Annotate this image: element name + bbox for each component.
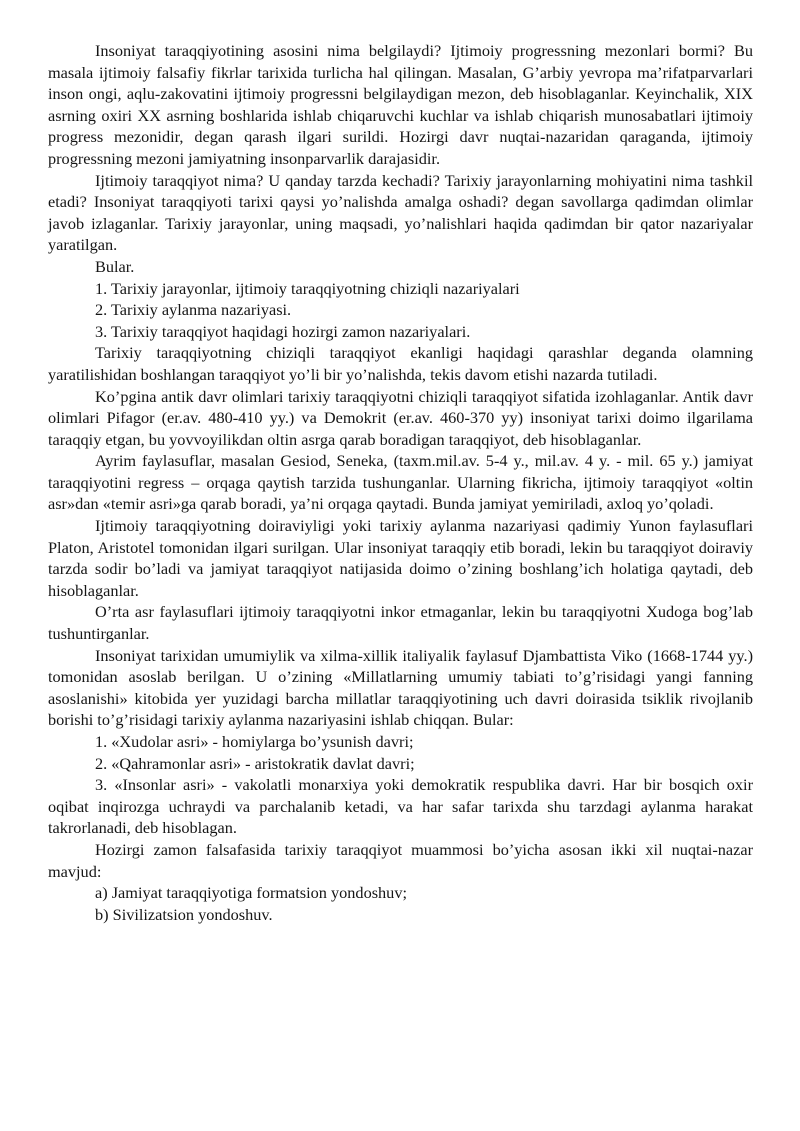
paragraph-modern-approaches: Hozirgi zamon falsafasida tarixiy taraqqiyot muammosi bo’yicha asosan ikki xil nuqtai-nazar mavjud: [48,839,753,881]
paragraph-vico: Insoniyat tarixidan umumiylik va xilma-xillik italiyalik faylasuf Djambattista Viko (1668-1744 yy.) tomonidan asoslab berilgan. U o’zining «Millatlarning umumiy tabiati to’g’risidagi yangi fanning asoslanishi» kitobida yer yuzidagi barcha millatlar taraqqiyotining uch davri doirasida tsiklik rivojlanib borishi to’g’risidagi tarixiy aylanma nazariyasini ishlab chiqqan. Bular: [48,645,753,730]
paragraph-progress-criteria: Insoniyat taraqqiyotining asosini nima belgilaydi? Ijtimoiy progressning mezonlari bormi? Bu masala ijtimoiy falsafiy fikrlar tarixida turlicha hal qilingan. Masalan, G’arbiy yevropa ma’rifatparvarlari inson ongi, aqlu-zakovatini ijtimoiy progressni belgilaydigan mezon, deb hisoblaganlar. Keyinchalik, XIX asrning oxiri XX asrning boshlarida ishlab chiqaruvchi kuchlar va ishlab chiqarish munosabatlari ijtimoiy progress mezonidir, degan qarash ilgari surildi. Hozirgi davr nuqtai-nazaridan qaraganda, ijtimoiy progressning mezoni jamiyatning insonparvarlik darajasidir. [48,41,753,168]
document-page [48,40,753,925]
list-item-cyclical-theory: 2. Tarixiy aylanma nazariyasi. [95,300,292,320]
paragraph-list-intro: Bular. [95,256,135,276]
list-item-modern-theories: 3. Tarixiy taraqqiyot haqidagi hozirgi zamon nazariyalari. [95,321,471,341]
list-item-linear-theories: 1. Tarixiy jarayonlar, ijtimoiy taraqqiyotning chiziqli nazariyalari [95,278,520,298]
list-item-civilizational-approach: b) Sivilizatsion yondoshuv. [95,904,273,924]
paragraph-antique-scholars: Ko’pgina antik davr olimlari tarixiy taraqqiyotni chiziqli taraqqiyot sifatida izohlaganlar. Antik davr olimlari Pifagor (er.av. 480-410 yy.) va Demokrit (er.av. 460-370 yy) insoniyat tarixi doimo ilgarilama taraqqiy etgan, bu yovvoyilikdan oltin asrga qarab boradigan taraqqiyot, deb hisoblaganlar. [48,386,753,449]
paragraph-medieval-philosophers: O’rta asr faylasuflari ijtimoiy taraqqiyotni inkor etmaganlar, lekin bu taraqqiyotni Xudoga bog’lab tushuntirganlar. [48,602,753,644]
list-item-formational-approach: a) Jamiyat taraqqiyotiga formatsion yondoshuv; [95,883,407,903]
paragraph-linear-development: Tarixiy taraqqiyotning chiziqli taraqqiyot ekanligi haqidagi qarashlar deganda olamning yaratilishidan boshlangan taraqqiyot yo’li bir yo’nalishda, tekis davom etishi nazarda tutiladi. [48,343,753,384]
paragraph-regress: Ayrim faylasuflar, masalan Gesiod, Seneka, (taxm.mil.av. 5-4 y., mil.av. 4 y. - mil. 65 y.) jamiyat taraqqiyotini regress – orqaga qaytish tarzida tushunganlar. Ularning fikricha, ijtimoiy taraqqiyot «oltin asr»dan «temir asri»ga qarab boradi, ya’ni orqaga qaytadi. Bunda jamiyat yemiriladi, axloq yo’qoladi. [48,451,753,514]
list-item-age-of-heroes: 2. «Qahramonlar asri» - aristokratik davlat davri; [95,753,415,773]
list-item-age-of-men: 3. «Insonlar asri» - vakolatli monarxiya yoki demokratik respublika davri. Har bir bosqich oxir oqibat inqirozga uchraydi va parchalanib ketadi, va har safar tarixda shu tarzdagi aylanma harakat takrorlanadi, deb hisoblagan. [48,775,753,838]
paragraph-social-development: Ijtimoiy taraqqiyot nima? U qanday tarzda kechadi? Tarixiy jarayonlarning mohiyatini nima tashkil etadi? Insoniyat taraqqiyoti tarixi qaysi yo’nalishda amalga oshadi? degan savollarga qadimdan olimlar javob izlaganlar. Tarixiy jarayonlar, uning maqsadi, yo’nalishlari haqida qadimdan bir qator nazariyalar yaratilgan. [48,170,753,255]
paragraph-cyclical-theory: Ijtimoiy taraqqiyotning doiraviyligi yoki tarixiy aylanma nazariyasi qadimiy Yunon faylasuflari Platon, Aristotel tomonidan ilgari surilgan. Ular insoniyat taraqqiy etib boradi, lekin bu taraqqiyot doiraviy tarzda sodir bo’ladi va jamiyat taraqqiyot natijasida doimo o’zining boshlang’ich holatiga qaytadi, deb hisoblaganlar. [48,516,753,600]
list-item-age-of-gods: 1. «Xudolar asri» - homiylarga bo’ysunish davri; [95,732,414,751]
